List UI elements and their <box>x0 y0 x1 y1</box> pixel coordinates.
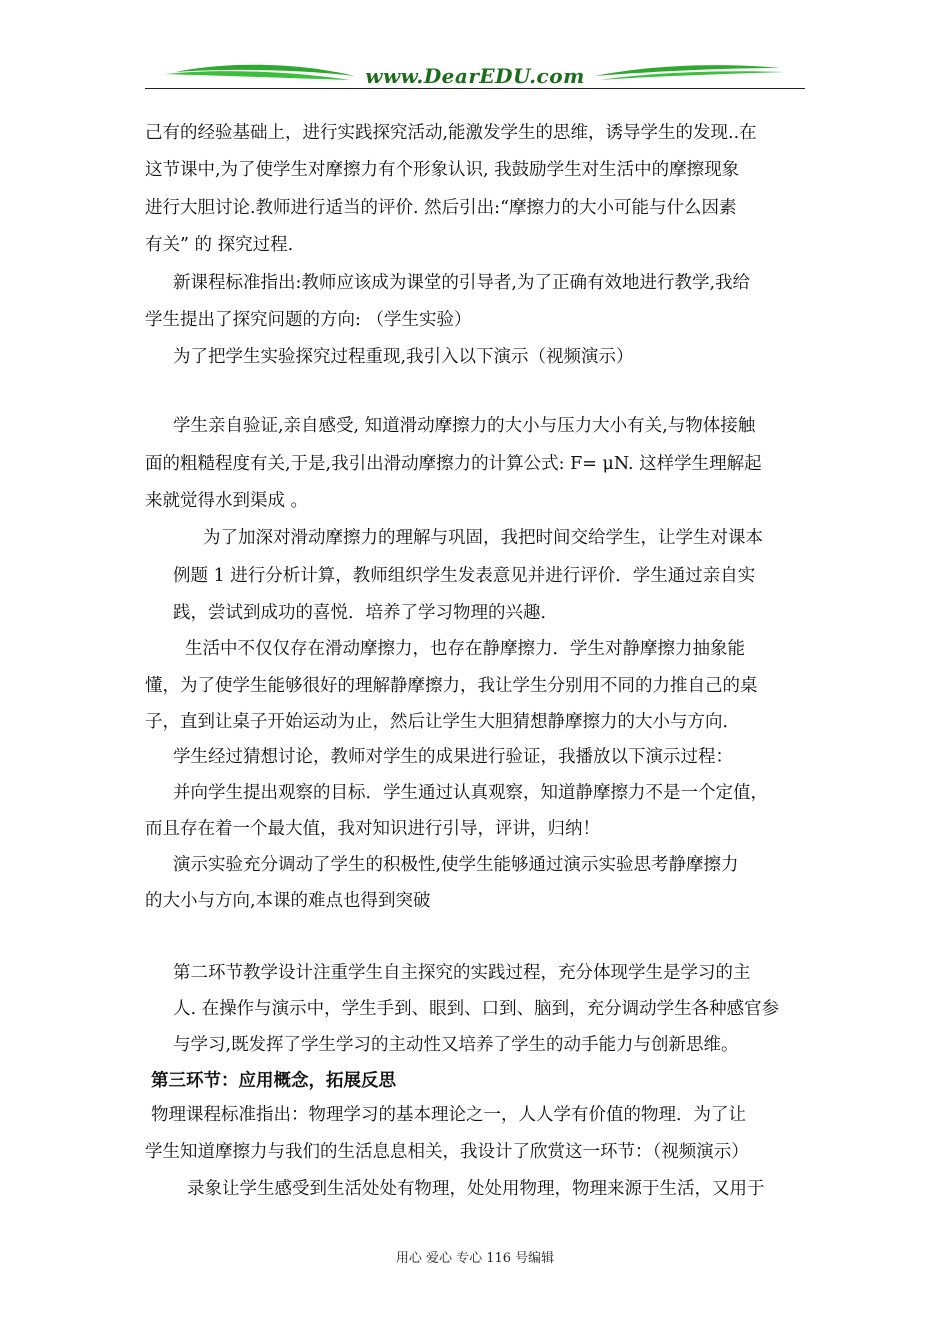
text-line: 学生知道摩擦力与我们的生活息息相关，我设计了欣赏这一环节：（视频演示） <box>145 1142 749 1162</box>
text-line: 为了把学生实验探究过程重现,我引入以下演示（视频演示） <box>173 347 634 367</box>
text-line: 与学习,既发挥了学生学习的主动性又培养了学生的动手能力与创新思维。 <box>173 1035 739 1055</box>
text-line: 学生提出了探究问题的方向: （学生实验） <box>145 310 472 330</box>
text-line: 来就觉得水到渠成 。 <box>145 491 309 511</box>
text-line: 践，尝试到成功的喜悦．培养了学习物理的兴趣． <box>173 603 558 623</box>
text-line: 第二环节教学设计注重学生自主探究的实践过程，充分体现学生是学习的主 <box>173 963 751 983</box>
site-header-banner <box>145 58 805 90</box>
text-line: 人. 在操作与演示中，学生手到、眼到、口到、脑到，充分调动学生各种感官参 <box>173 999 780 1019</box>
text-line: 有关” 的 探究过程. <box>145 235 294 255</box>
text-line: 子，直到让桌子开始运动为止，然后让学生大胆猜想静摩擦力的大小与方向． <box>145 712 740 732</box>
text-line: 面的粗糙程度有关,于是,我引出滑动摩擦力的计算公式: F= μN. 这样学生理解起 <box>145 454 762 474</box>
text-line: 演示实验充分调动了学生的积极性,使学生能够通过演示实验思考静摩擦力 <box>173 855 739 875</box>
text-line: 录象让学生感受到生活处处有物理，处处用物理，物理来源于生活，又用于 <box>187 1179 765 1199</box>
text-line: 新课程标准指出:教师应该成为课堂的引导者,为了正确有效地进行教学,我给 <box>173 273 751 293</box>
text-line: 这节课中,为了使学生对摩擦力有个形象认识, 我鼓励学生对生活中的摩擦现象 <box>145 160 740 180</box>
page-footer: 用心 爱心 专心 116 号编辑 <box>395 1251 555 1266</box>
text-line: 学生经过猜想讨论，教师对学生的成果进行验证，我播放以下演示过程： <box>173 747 733 767</box>
text-line: 而且存在着一个最大值，我对知识进行引导，评讲，归纳！ <box>145 819 600 839</box>
text-line: 己有的经验基础上，进行实践探究活动,能激发学生的思维，诱导学生的发现..在 <box>145 123 757 143</box>
site-url: www.DearEDU.com <box>365 64 585 88</box>
header-divider <box>145 88 805 89</box>
text-line: 进行大胆讨论.教师进行适当的评价. 然后引出:“摩擦力的大小可能与什么因素 <box>145 198 737 218</box>
text-line: 例题 1 进行分析计算，教师组织学生发表意见并进行评价．学生通过亲自实 <box>173 566 756 586</box>
text-line: 物理课程标准指出：物理学习的基本理论之一，人人学有价值的物理．为了让 <box>151 1105 746 1125</box>
text-line: 懂，为了使学生能够很好的理解静摩擦力，我让学生分别用不同的力推自己的桌 <box>145 676 758 696</box>
text-line: 的大小与方向,本课的难点也得到突破 <box>145 891 431 911</box>
text-line: 生活中不仅仅存在滑动摩擦力，也存在静摩擦力．学生对静摩擦力抽象能 <box>185 639 745 659</box>
text-line: 为了加深对滑动摩擦力的理解与巩固，我把时间交给学生，让学生对课本 <box>203 528 763 548</box>
text-line: 学生亲自验证,亲自感受, 知道滑动摩擦力的大小与压力大小有关,与物体接触 <box>173 416 756 436</box>
section-heading: 第三环节：应用概念，拓展反思 <box>151 1071 396 1091</box>
text-line: 并向学生提出观察的目标．学生通过认真观察，知道静摩擦力不是一个定值， <box>173 783 768 803</box>
